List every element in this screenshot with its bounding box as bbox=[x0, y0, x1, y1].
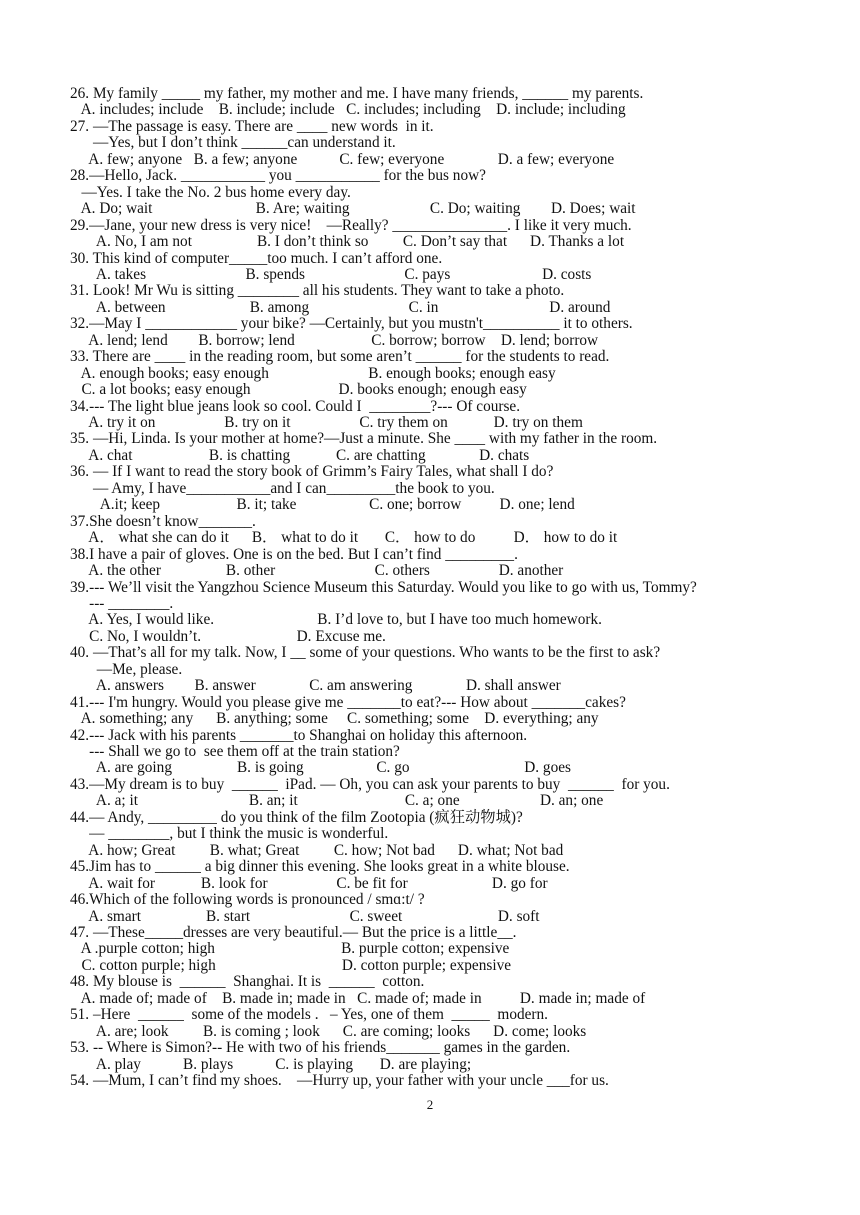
text-line: 35. —Hi, Linda. Is your mother at home?—Just a minute. She ____ with my father in the room. bbox=[70, 430, 658, 448]
text-line: 32.—May I ____________ your bike? —Certainly, but you mustn't__________ it to others. bbox=[70, 315, 633, 333]
text-line: A. play B. plays C. is playing D. are playing; bbox=[70, 1055, 472, 1073]
text-line: 43.—My dream is to buy ______ iPad. — Oh, you can ask your parents to buy ______ for you. bbox=[70, 775, 670, 793]
text-line: A. Do; wait B. Are; waiting C. Do; waiting D. Does; wait bbox=[70, 200, 636, 218]
text-line: C. a lot books; easy enough D. books enough; enough easy bbox=[70, 381, 527, 399]
text-line: 48. My blouse is ______ Shanghai. It is ______ cotton. bbox=[70, 973, 425, 991]
text-line: A.it; keep B. it; take C. one; borrow D. one; lend bbox=[70, 496, 575, 514]
text-line: —Yes, but I don’t think ______can understand it. bbox=[70, 134, 396, 152]
text-line: — Amy, I have___________and I can_________the book to you. bbox=[70, 479, 495, 497]
text-line: 26. My family _____ my father, my mother and me. I have many friends, ______ my parents. bbox=[70, 85, 644, 102]
text-line: 46.Which of the following words is pronounced / smɑ:t/ ? bbox=[70, 891, 425, 909]
text-line: 36. — If I want to read the story book of Grimm’s Fairy Tales, what shall I do? bbox=[70, 463, 554, 481]
text-line: 45.Jim has to ______ a big dinner this evening. She looks great in a white blouse. bbox=[70, 858, 570, 876]
text-line: A. are; look B. is coming ; look C. are coming; looks D. come; looks bbox=[70, 1022, 587, 1040]
text-line: 47. —These_____dresses are very beautiful.— But the price is a little__. bbox=[70, 923, 517, 941]
text-line: A. a; it B. an; it C. a; one D. an; one bbox=[70, 792, 604, 810]
text-line: 40. —That’s all for my talk. Now, I __ some of your questions. Who wants to be the first to ask? bbox=[70, 644, 661, 662]
text-line: — ________, but I think the music is wonderful. bbox=[70, 825, 389, 843]
text-line: 39.--- We’ll visit the Yangzhou Science Museum this Saturday. Would you like to go with us, Tommy? bbox=[70, 578, 697, 596]
text-line: A. between B. among C. in D. around bbox=[70, 298, 611, 316]
text-line: A． what she can do it B． what to do it C． how to do D． how to do it bbox=[70, 529, 618, 547]
text-line: —Yes. I take the No. 2 bus home every day. bbox=[70, 183, 351, 201]
text-line: A. wait for B. look for C. be fit for D. go for bbox=[70, 874, 548, 892]
text-line: 53. -- Where is Simon?-- He with two of his friends_______ games in the garden. bbox=[70, 1039, 571, 1057]
page-number: 2 bbox=[426, 1097, 434, 1112]
text-line: A. few; anyone B. a few; anyone C. few; everyone D. a few; everyone bbox=[70, 150, 615, 168]
text-line: A. smart B. start C. sweet D. soft bbox=[70, 907, 540, 925]
text-line: 54. —Mum, I can’t find my shoes. —Hurry up, your father with your uncle ___for us. bbox=[70, 1072, 609, 1089]
text-line: A. lend; lend B. borrow; lend C. borrow; borrow D. lend; borrow bbox=[70, 331, 599, 349]
text-line: A. includes; include B. include; include C. includes; including D. include; including bbox=[70, 101, 626, 119]
text-line: 51. –Here ______ some of the models . – Yes, one of them _____ modern. bbox=[70, 1006, 548, 1024]
text-line: 38.I have a pair of gloves. One is on the bed. But I can’t find _________. bbox=[70, 545, 518, 563]
text-line: 44.— Andy, _________ do you think of the film Zootopia (疯狂动物城)? bbox=[70, 808, 523, 826]
text-line: --- Shall we go to see them off at the train station? bbox=[70, 743, 400, 760]
text-line: A. something; any B. anything; some C. something; some D. everything; any bbox=[70, 710, 599, 728]
text-line: A. try it on B. try on it C. try them on D. try on them bbox=[70, 414, 583, 431]
text-line: —Me, please. bbox=[70, 660, 183, 678]
text-line: --- ________. bbox=[70, 594, 174, 612]
text-line: A. made of; made of B. made in; made in C. made of; made in D. made in; made of bbox=[70, 989, 646, 1007]
text-line: 29.—Jane, your new dress is very nice! —Really? _______________. I like it very much. bbox=[70, 216, 632, 234]
text-line: A. the other B. other C. others D. another bbox=[70, 562, 564, 580]
text-line: A .purple cotton; high B. purple cotton; expensive bbox=[70, 940, 510, 958]
text-line: C. cotton purple; high D. cotton purple; expensive bbox=[70, 956, 512, 974]
text-line: A. are going B. is going C. go D. goes bbox=[70, 759, 571, 777]
text-line: A. takes B. spends C. pays D. costs bbox=[70, 265, 592, 283]
text-line: 41.--- I'm hungry. Would you please give me _______to eat?--- How about _______cakes? bbox=[70, 693, 626, 711]
text-line: A. how; Great B. what; Great C. how; Not bad D. what; Not bad bbox=[70, 841, 564, 859]
text-line: 37.She doesn’t know_______. bbox=[70, 512, 256, 530]
text-line: A. chat B. is chatting C. are chatting D. chats bbox=[70, 446, 530, 464]
text-line: A. Yes, I would like. B. I’d love to, but I have too much homework. bbox=[70, 611, 602, 629]
text-line: 33. There are ____ in the reading room, but some aren’t ______ for the students to read. bbox=[70, 348, 610, 366]
text-line: C. No, I wouldn’t. D. Excuse me. bbox=[70, 627, 386, 645]
text-line: 31. Look! Mr Wu is sitting ________ all his students. They want to take a photo. bbox=[70, 282, 565, 300]
text-line: 27. —The passage is easy. There are ____ new words in it. bbox=[70, 117, 434, 135]
text-line: 34.--- The light blue jeans look so cool. Could I ________?--- Of course. bbox=[70, 397, 521, 415]
text-line: 30. This kind of computer_____too much. I can’t afford one. bbox=[70, 249, 443, 267]
text-line: A. answers B. answer C. am answering D. shall answer bbox=[70, 677, 561, 695]
text-line: 28.—Hello, Jack. ___________ you ___________ for the bus now? bbox=[70, 167, 486, 185]
text-line: 42.--- Jack with his parents _______to Shanghai on holiday this afternoon. bbox=[70, 726, 528, 744]
text-line: A. No, I am not B. I don’t think so C. Don’t say that D. Thanks a lot bbox=[70, 233, 625, 251]
text-line: A. enough books; easy enough B. enough books; enough easy bbox=[70, 364, 556, 382]
